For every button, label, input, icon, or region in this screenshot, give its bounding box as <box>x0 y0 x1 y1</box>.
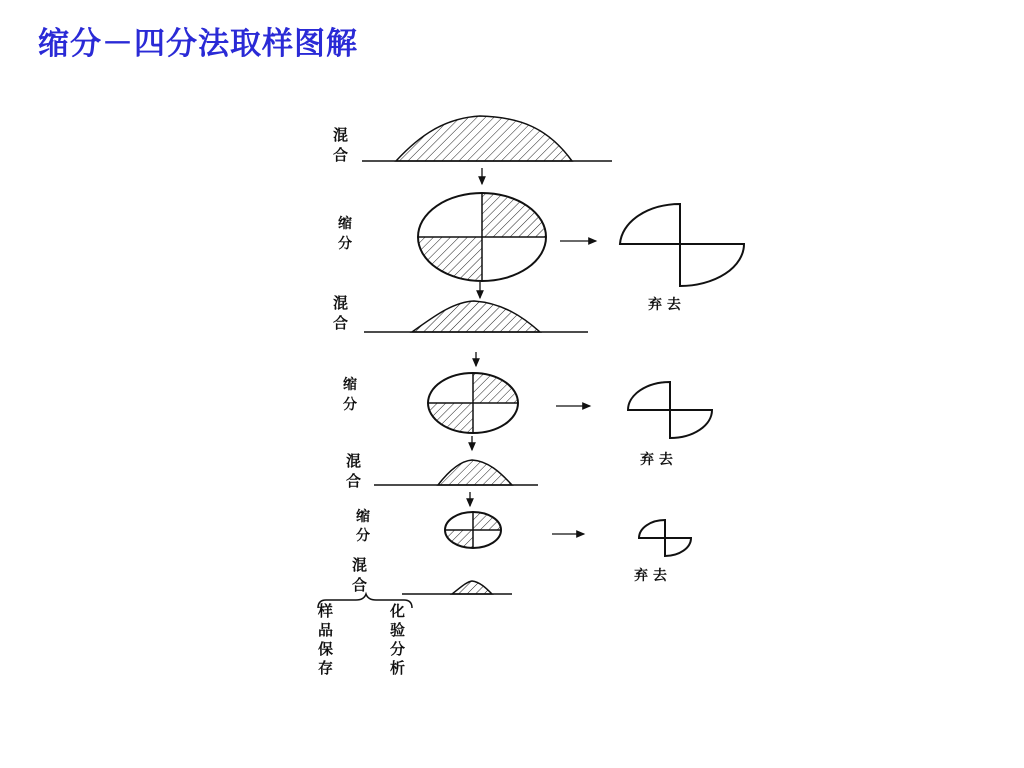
mix-pile-final <box>352 556 512 594</box>
final-mix-label-b: 合 <box>352 576 368 594</box>
final-mix-label-a: 混 <box>352 556 368 574</box>
output-left-2: 品 <box>318 621 334 639</box>
output-right-2: 验 <box>390 621 406 639</box>
discard-label-2: 弃 去 <box>640 452 673 468</box>
output-sample-storage <box>317 602 333 677</box>
split-label-1b: 分 <box>338 236 352 252</box>
discard-shape-1 <box>620 204 744 313</box>
discard-label-1: 弃 去 <box>648 297 681 313</box>
split-circle-2 <box>343 373 518 433</box>
mix-label-1a: 混 <box>333 126 349 144</box>
split-label-3a: 缩 <box>356 509 370 525</box>
split-label-3b: 分 <box>356 528 370 544</box>
output-right-4: 析 <box>390 659 406 677</box>
output-left-4: 存 <box>318 659 334 677</box>
output-right-1: 化 <box>390 602 406 620</box>
discard-shape-2 <box>628 382 712 468</box>
mix-label-2a: 混 <box>333 294 349 312</box>
split-circle-3 <box>356 508 501 548</box>
discard-shape-3 <box>634 520 691 584</box>
mix-label-3b: 合 <box>346 472 362 490</box>
split-circle-1 <box>338 193 546 281</box>
split-label-1a: 缩 <box>338 216 352 232</box>
mix-pile-3 <box>346 452 538 490</box>
output-left-1: 样 <box>318 602 334 620</box>
mix-label-2b: 合 <box>333 314 349 332</box>
mix-label-1b: 合 <box>333 146 349 164</box>
mix-label-3a: 混 <box>346 452 362 470</box>
split-label-2b: 分 <box>343 397 357 413</box>
mix-pile-1 <box>333 116 612 164</box>
output-left-3: 保 <box>318 640 334 658</box>
output-lab-analysis <box>389 602 405 677</box>
mix-pile-2 <box>333 294 588 332</box>
discard-label-3: 弃 去 <box>634 568 667 584</box>
slide-title: 缩分－四分法取样图解 <box>38 26 358 62</box>
output-right-3: 分 <box>390 640 406 658</box>
split-label-2a: 缩 <box>343 377 357 393</box>
